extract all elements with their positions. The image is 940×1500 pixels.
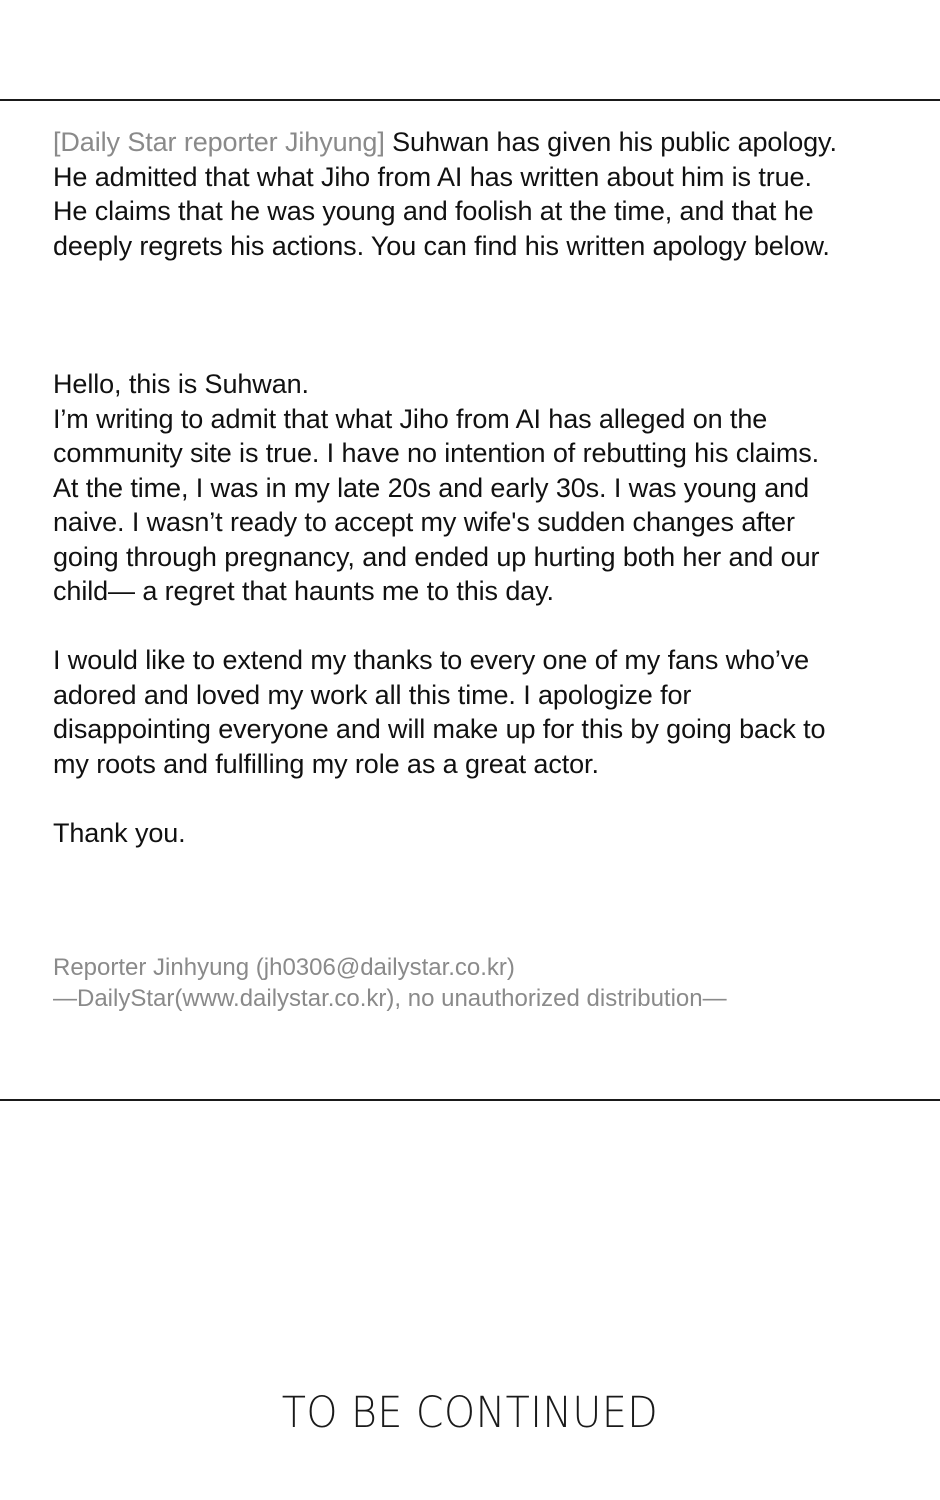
letter-line: naive. I wasn’t ready to accept my wife's sudden changes after: [53, 507, 795, 537]
lead-line-1-text: Suhwan has given his public apology.: [384, 127, 837, 157]
letter-line: my roots and fulfilling my role as a great actor.: [53, 748, 599, 779]
reporter-byline: [Daily Star reporter Jihyung]: [53, 127, 385, 157]
reporter-contact: Reporter Jinhyung (jh0306@dailystar.co.kr): [53, 954, 515, 981]
lead-line-4: deeply regrets his actions. You can find his written apology below.: [53, 230, 830, 261]
letter-paragraph-1: [53, 367, 913, 609]
letter-line: At the time, I was in my late 20s and early 30s. I was young and: [53, 472, 809, 503]
letter-line: Hello, this is Suhwan.: [53, 369, 309, 399]
apology-letter: [53, 367, 913, 885]
letter-line: adored and loved my work all this time. I apologize for: [53, 679, 692, 710]
lead-line-3: He claims that he was young and foolish at the time, and that he: [53, 196, 814, 226]
letter-paragraph-2: [53, 643, 913, 781]
letter-line: I would like to extend my thanks to every one of my fans who’ve: [53, 645, 810, 675]
to-be-continued-caption: TO BE CONTINUED: [281, 1388, 659, 1438]
top-divider: [0, 99, 940, 101]
letter-closing: Thank you.: [53, 817, 186, 848]
lead-line-2: He admitted that what Jiho from AI has written about him is true.: [53, 161, 812, 192]
letter-line: going through pregnancy, and ended up hurting both her and our: [53, 541, 820, 572]
lead-line-1: [53, 125, 913, 160]
letter-line: disappointing everyone and will make up for this by going back to: [53, 714, 826, 744]
article-lead: [53, 125, 913, 263]
letter-line: child— a regret that haunts me to this day.: [53, 576, 554, 606]
distribution-notice: —DailyStar(www.dailystar.co.kr), no unauthorized distribution—: [53, 985, 727, 1012]
letter-line: I’m writing to admit that what Jiho from AI has alleged on the: [53, 403, 768, 434]
letter-paragraph-3: [53, 816, 913, 851]
article-credit: [53, 952, 727, 1014]
letter-line: community site is true. I have no intention of rebutting his claims.: [53, 438, 820, 468]
bottom-divider: [0, 1099, 940, 1101]
